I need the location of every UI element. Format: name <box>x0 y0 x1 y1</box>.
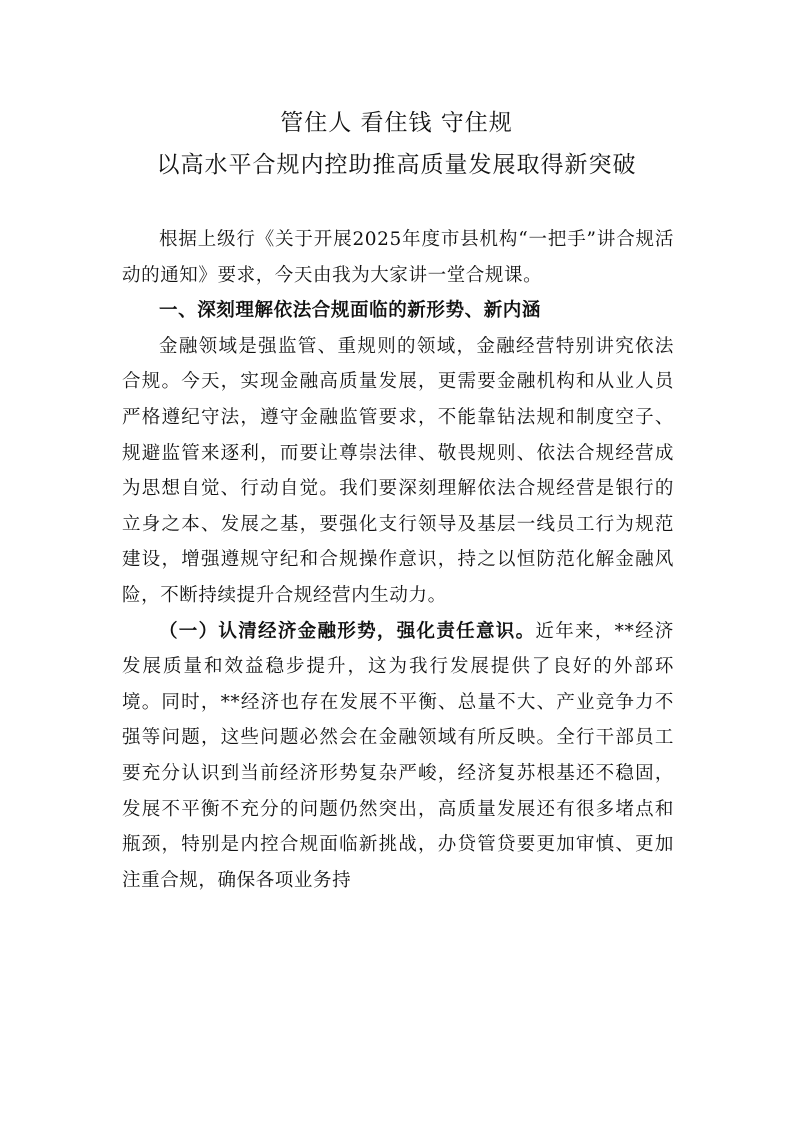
subsection-1-paragraph <box>122 614 674 899</box>
intro-paragraph: 根据上级行《关于开展2025年度市县机构“一把手”讲合规活动的通知》要求，今天由我为大家讲一堂合规课。 <box>122 229 674 286</box>
subsection-1-body: 近年来，**经济发展质量和效益稳步提升，这为我行发展提供了良好的外部环境。同时，**经济也存在发展不平衡、总量不大、产业竞争力不强等问题，这些问题必然会在金融领域有所反映。全行干部员工要充分认识到当前经济形势复杂严峻，经济复苏根基还不稳固，发展不平衡不充分的问题仍然突出，高质量发展还有很多堵点和瓶颈，特别是内控合规面临新挑战，办贷管贷要更加审慎、更加注重合规，确保各项业务持 <box>122 620 674 891</box>
document-body <box>122 222 674 898</box>
subsection-1-lead: （一）认清经济金融形势，强化责任意识。 <box>159 620 536 642</box>
document-title-line-1: 管住人 看住钱 守住规 <box>280 110 513 136</box>
section-1-heading: 一、深刻理解依法合规面临的新形势、新内涵 <box>159 300 542 322</box>
document-title-line-2: 以高水平合规内控助推高质量发展取得新突破 <box>156 152 637 178</box>
section-1-paragraph: 金融领域是强监管、重规则的领域，金融经营特别讲究依法合规。今天，实现金融高质量发展，更需要金融机构和从业人员严格遵纪守法，遵守金融监管要求，不能靠钻法规和制度空子、规避监管来逐利，而要让尊崇法律、敬畏规则、依法合规经营成为思想自觉、行动自觉。我们要深刻理解依法合规经营是银行的立身之本、发展之基，要强化支行领导及基层一线员工行为规范建设，增强遵规守纪和合规操作意识，持之以恒防范化解金融风险，不断持续提升合规经营内生动力。 <box>122 335 674 606</box>
